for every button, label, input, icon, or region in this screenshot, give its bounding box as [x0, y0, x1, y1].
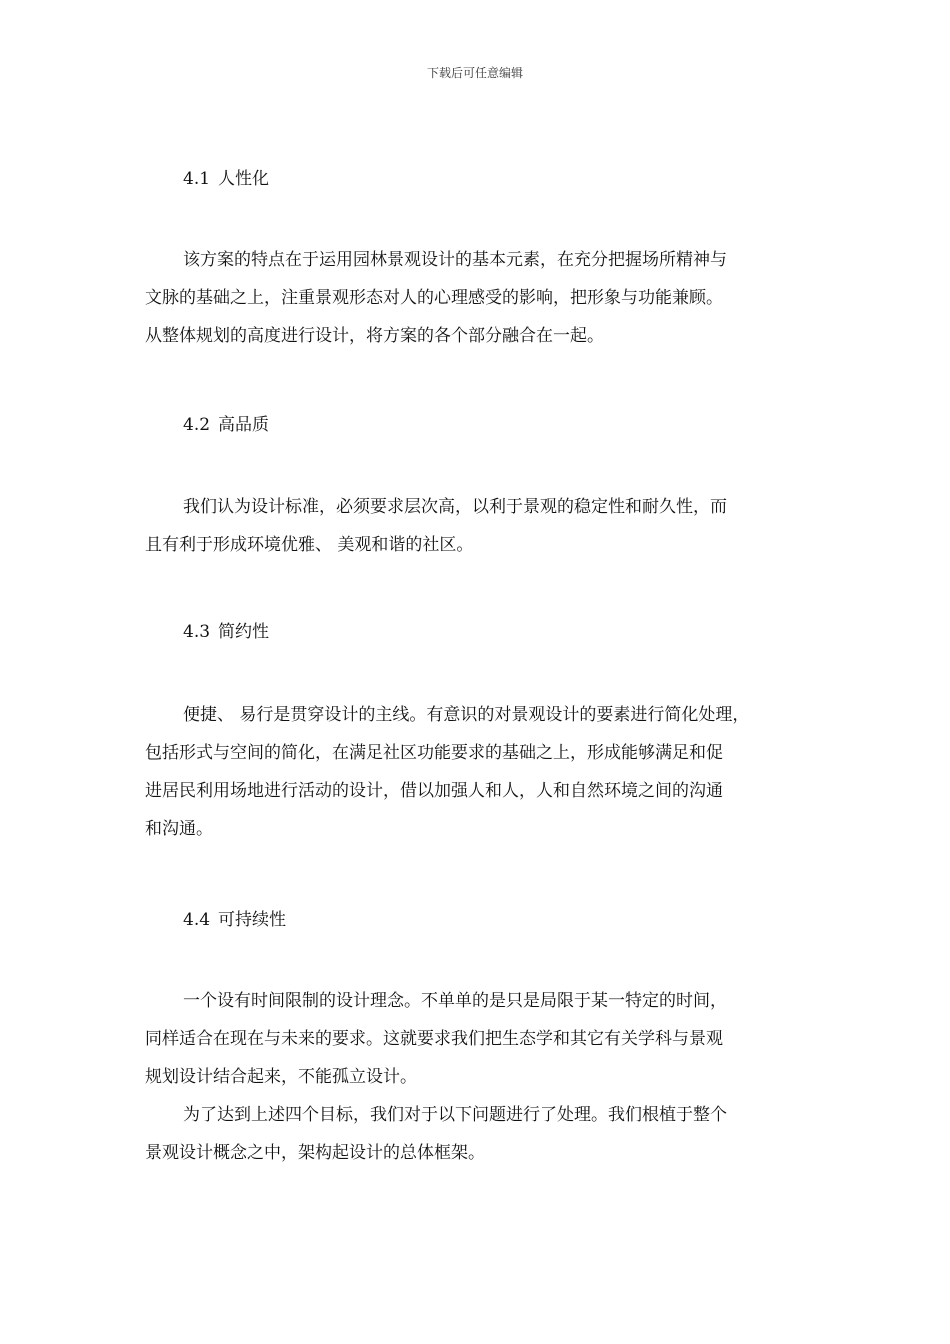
paragraph-line: 文脉的基础之上，注重景观形态对人的心理感受的影响，把形象与功能兼顾。 [145, 288, 723, 308]
section-number: 4.2 [183, 415, 211, 435]
paragraph [145, 982, 813, 1172]
section-heading [183, 168, 269, 190]
paragraph-line: 包括形式与空间的简化，在满足社区功能要求的基础之上，形成能够满足和促 [145, 743, 723, 763]
section-heading [183, 909, 286, 931]
page-header: 下载后可任意编辑 [426, 66, 523, 80]
paragraph-line: 为了达到上述四个目标，我们对于以下问题进行了处理。我们根植于整个 [183, 1105, 727, 1125]
paragraph [145, 241, 813, 355]
paragraph-line: 规划设计结合起来，不能孤立设计。 [145, 1067, 417, 1087]
paragraph-line: 便捷、 易行是贯穿设计的主线。有意识的对景观设计的要素进行简化处理， [183, 705, 750, 725]
section-title: 简约性 [218, 622, 270, 642]
paragraph-line: 我们认为设计标准，必须要求层次高，以利于景观的稳定性和耐久性，而 [183, 497, 727, 517]
section-number: 4.3 [183, 622, 211, 642]
paragraph-line: 且有利于形成环境优雅、 美观和谐的社区。 [145, 535, 474, 555]
paragraph-line: 一个设有时间限制的设计理念。不单单的是只是局限于某一特定的时间， [183, 991, 727, 1011]
section-number: 4.4 [183, 910, 211, 930]
paragraph-line: 和沟通。 [145, 819, 213, 839]
paragraph-line: 进居民利用场地进行活动的设计，借以加强人和人，人和自然环境之间的沟通 [145, 781, 723, 801]
paragraph-line: 该方案的特点在于运用园林景观设计的基本元素，在充分把握场所精神与 [183, 250, 727, 270]
paragraph [145, 696, 813, 848]
section-title: 可持续性 [218, 910, 287, 930]
section-heading [183, 621, 269, 643]
section-heading [183, 414, 269, 436]
paragraph [145, 488, 813, 564]
section-title: 高品质 [218, 415, 270, 435]
paragraph-line: 同样适合在现在与未来的要求。这就要求我们把生态学和其它有关学科与景观 [145, 1029, 723, 1049]
section-number: 4.1 [183, 169, 211, 189]
paragraph-line: 从整体规划的高度进行设计，将方案的各个部分融合在一起。 [145, 326, 604, 346]
section-title: 人性化 [218, 169, 270, 189]
paragraph-line: 景观设计概念之中，架构起设计的总体框架。 [145, 1143, 485, 1163]
